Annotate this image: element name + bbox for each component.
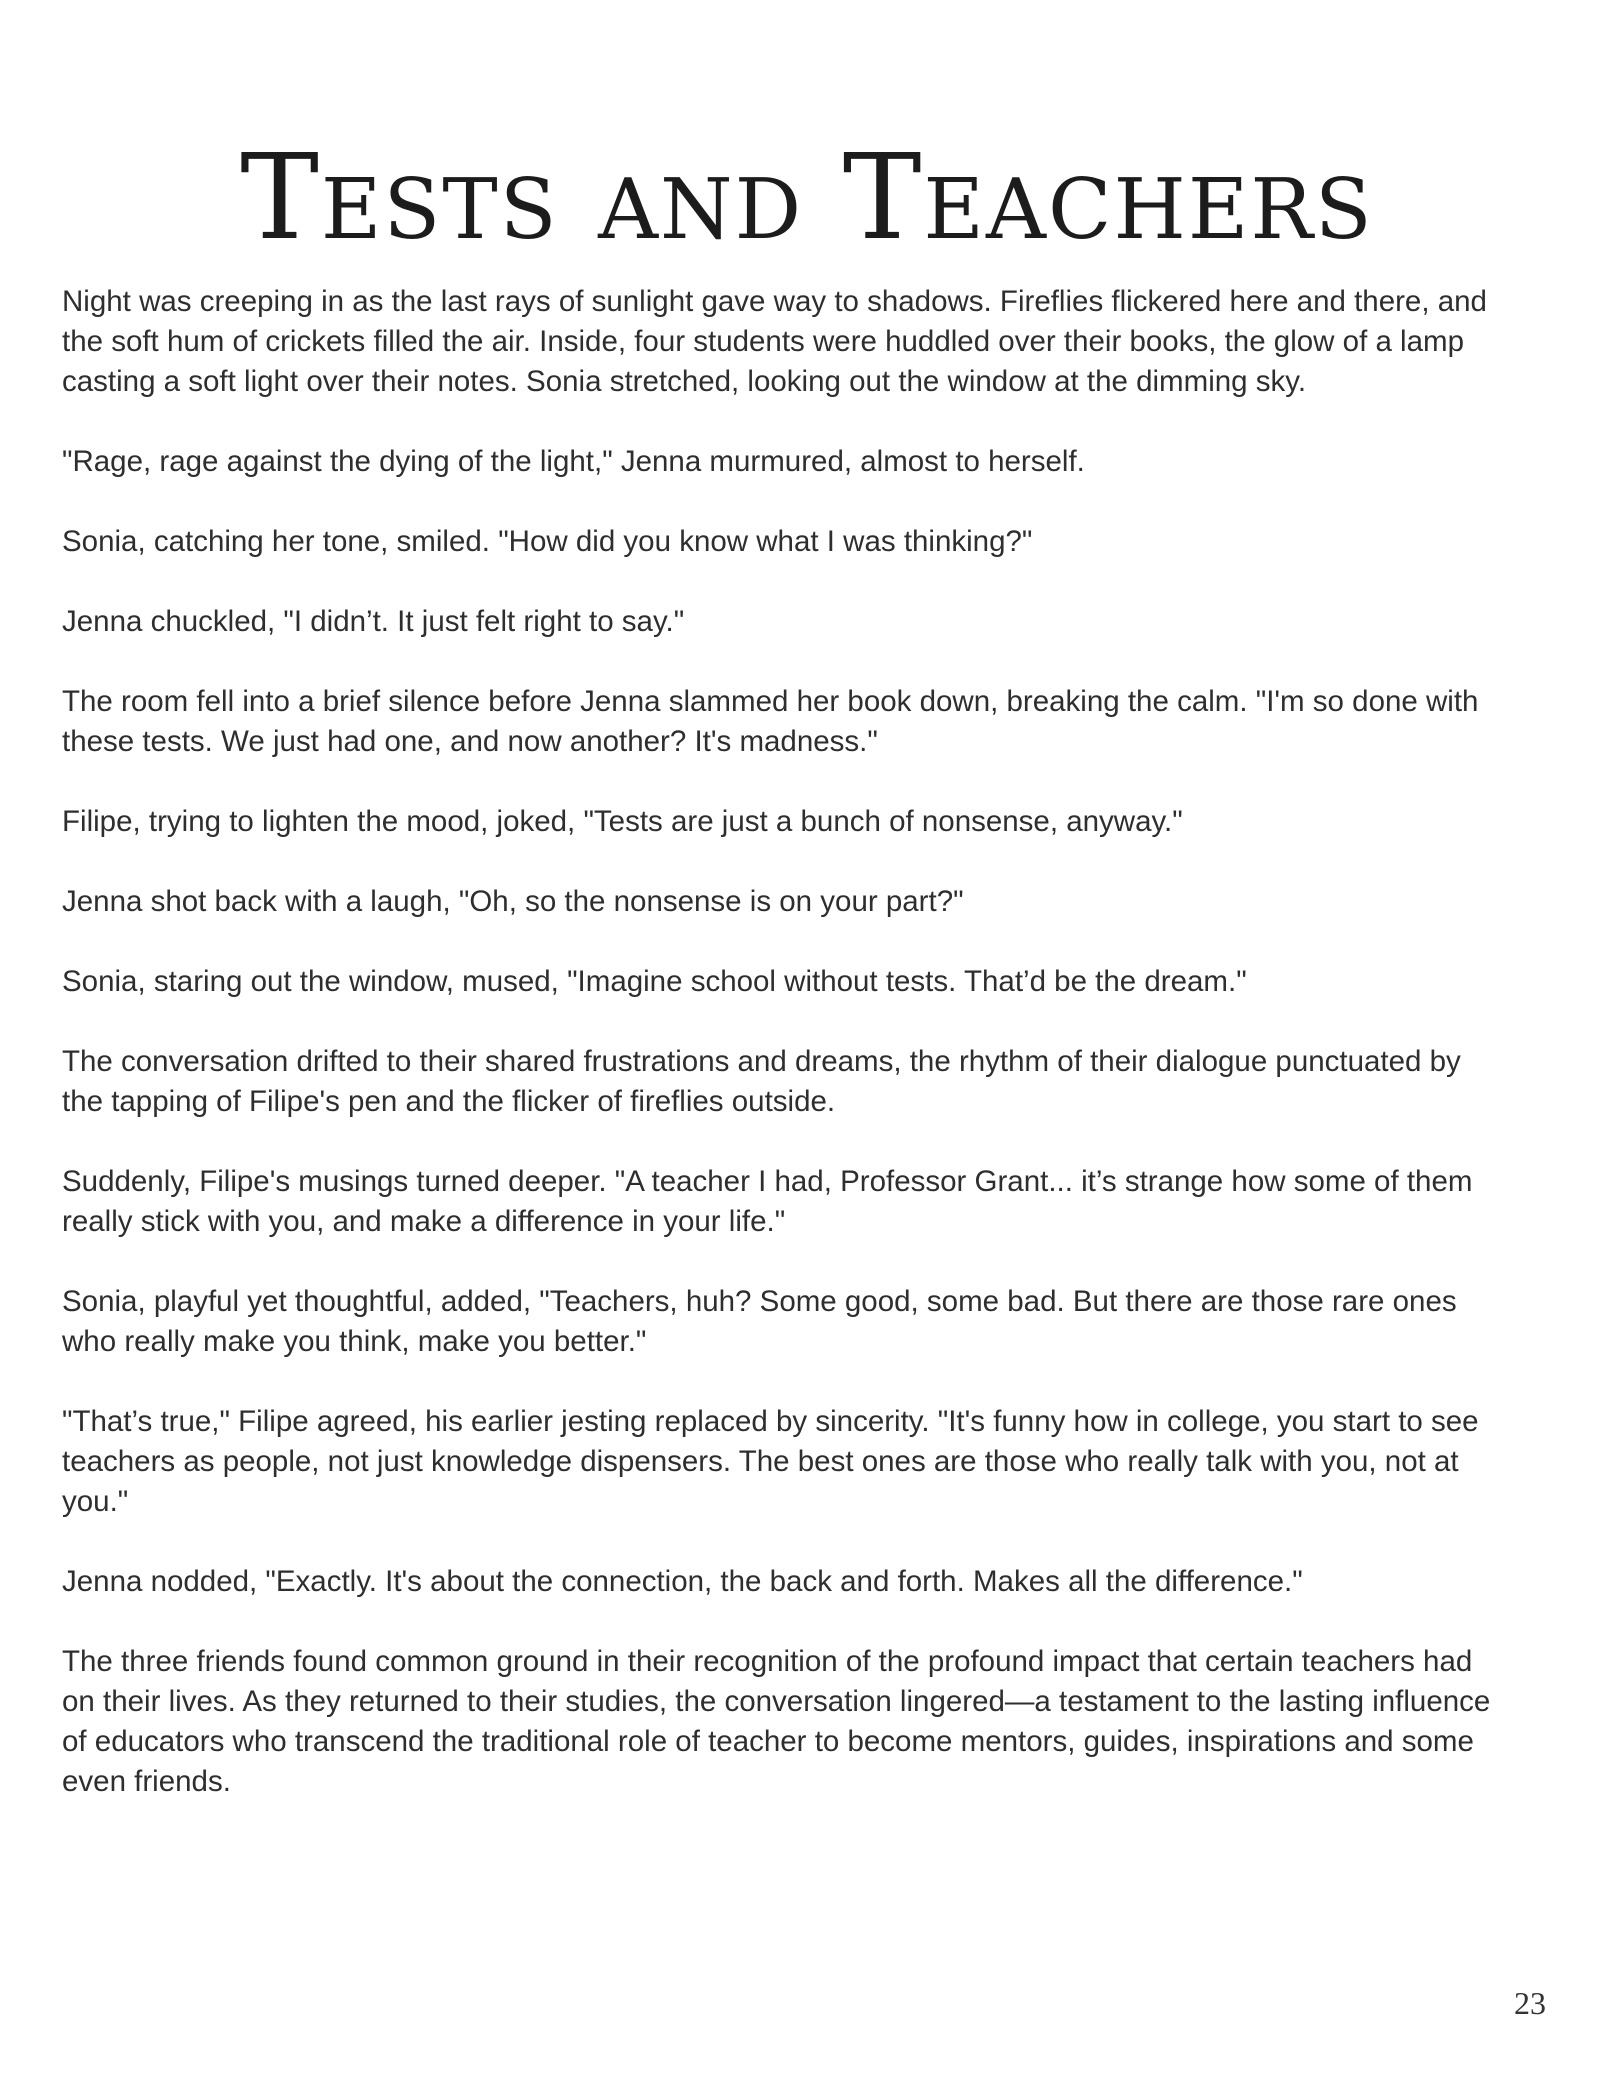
page-title: Tests and Teachers [240,128,1374,266]
page-number: 23 [1514,1985,1546,2021]
paragraph: "That’s true," Filipe agreed, his earlier jesting replaced by sincerity. "It's funny how in college, you start to see teachers as people, not just knowledge dispensers. The best ones are those who really talk with you, not at you." [62,1405,1479,1518]
paragraph: Night was creeping in as the last rays of sunlight gave way to shadows. Fireflies flickered here and there, and the soft hum of crickets filled the air. Inside, four students were huddled over their books, the glow of a lamp casting a soft light over their notes. Sonia stretched, looking out the window at the dimming sky. [62,285,1487,398]
paragraph: "Rage, rage against the dying of the light," Jenna murmured, almost to herself. [62,445,1085,478]
paragraph: Sonia, playful yet thoughtful, added, "Teachers, huh? Some good, some bad. But there are those rare ones who really make you think, make you better." [62,1285,1457,1358]
story-body [62,282,1502,1842]
paragraph: Jenna chuckled, "I didn’t. It just felt right to say." [62,605,685,638]
paragraph: Sonia, catching her tone, smiled. "How did you know what I was thinking?" [62,525,1033,558]
paragraph: Suddenly, Filipe's musings turned deeper. "A teacher I had, Professor Grant... it’s strange how some of them really stick with you, and make a difference in your life." [62,1165,1473,1238]
paragraph: Filipe, trying to lighten the mood, joked, "Tests are just a bunch of nonsense, anyway." [62,805,1183,838]
paragraph: Jenna shot back with a laugh, "Oh, so the nonsense is on your part?" [62,885,964,918]
paragraph: The three friends found common ground in their recognition of the profound impact that certain teachers had on their lives. As they returned to their studies, the conversation lingered—a testament to the lasting influence of educators who transcend the traditional role of teacher to become mentors, guides, inspirations and some even friends. [62,1645,1491,1798]
paragraph: Jenna nodded, "Exactly. It's about the connection, the back and forth. Makes all the difference." [62,1565,1303,1598]
paragraph: Sonia, staring out the window, mused, "Imagine school without tests. That’d be the dream." [62,965,1247,998]
paragraph: The room fell into a brief silence before Jenna slammed her book down, breaking the calm. "I'm so done with these tests. We just had one, and now another? It's madness." [62,685,1479,758]
paragraph: The conversation drifted to their shared frustrations and dreams, the rhythm of their dialogue punctuated by the tapping of Filipe's pen and the flicker of fireflies outside. [62,1045,1461,1118]
